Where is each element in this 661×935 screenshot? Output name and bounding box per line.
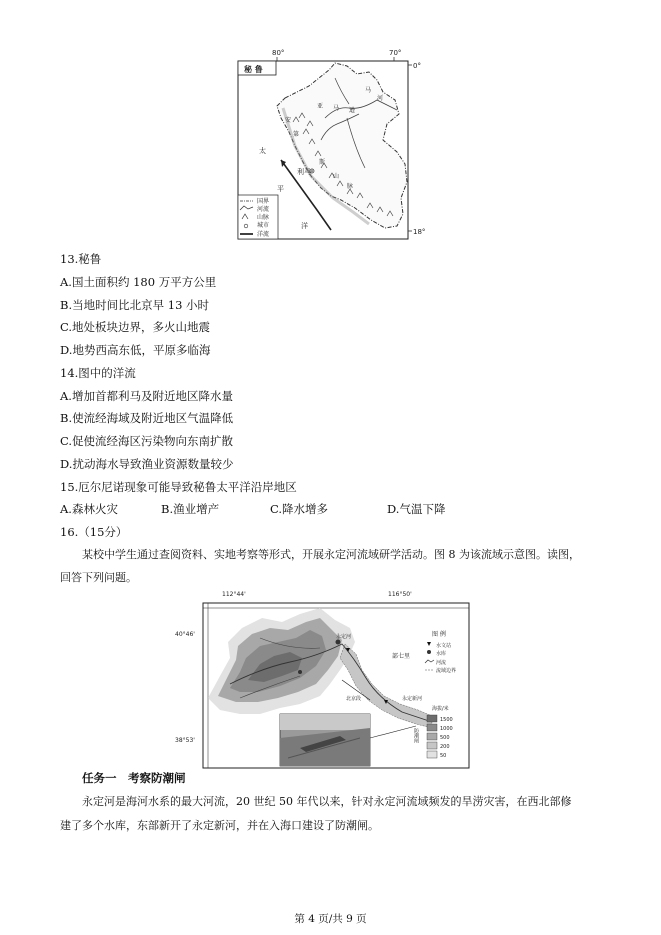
q16-intro-line1: 某校中学生通过查阅资料、实地考察等形式，开展永定河流域研学活动。图 8 为该流域示意图。读图， xyxy=(82,548,580,561)
q14-option-a[interactable]: A.增加首都利马及附近地区降水量 xyxy=(60,389,233,403)
legend-river: 河流 xyxy=(257,206,270,213)
legend-river: 河流 xyxy=(436,660,447,666)
q14-option-c[interactable]: C.促使流经海区污染物向东南扩散 xyxy=(60,434,234,448)
elevation-label: 500 xyxy=(440,735,450,741)
basin-new-river-label: 永定新河 xyxy=(402,696,423,702)
map-lon-left: 80° xyxy=(272,49,285,57)
q13-option-d[interactable]: D.地势西高东低，平原多临海 xyxy=(60,343,211,357)
q14-stem: 14.图中的洋流 xyxy=(60,366,136,380)
map-lon-right: 70° xyxy=(389,49,402,57)
legend-reservoir: 水库 xyxy=(436,651,447,657)
elevation-label: 200 xyxy=(440,744,450,750)
q16-stem: 16.（15分） xyxy=(60,525,128,539)
basin-river-label: 永定河 xyxy=(336,634,352,640)
elevation-label: 50 xyxy=(440,753,447,759)
mountain-char-3: 斯 xyxy=(319,159,326,166)
elevation-title: 海拔/米 xyxy=(432,706,449,712)
ocean-char-3: 洋 xyxy=(301,222,308,230)
q15-stem: 15.厄尔尼诺现象可能导致秘鲁太平洋沿岸地区 xyxy=(60,480,297,494)
basin-sluice-label: 防潮闸 xyxy=(413,728,419,743)
q16-intro-line2: 回答下列问题。 xyxy=(60,571,137,584)
page-footer: 第 4 页/共 9 页 xyxy=(294,913,367,925)
basin-legend-title: 图 例 xyxy=(432,631,446,638)
elevation-swatch xyxy=(427,715,437,722)
river-char-4: 马 xyxy=(333,105,340,112)
reservoir-icon xyxy=(298,670,302,674)
river-char-3: 亚 xyxy=(317,103,324,110)
basin-lon-right: 116°50' xyxy=(388,591,412,598)
q13-stem: 13.秘鲁 xyxy=(60,252,102,266)
ocean-char-1: 太 xyxy=(259,147,266,155)
peru-map-svg xyxy=(237,48,437,243)
q14-option-b[interactable]: B.使流经海域及附近地区气温降低 xyxy=(60,411,234,425)
legend-hydro-station: 水文站 xyxy=(436,643,452,649)
basin-lat-bottom: 38°53' xyxy=(175,737,195,744)
q15-option-d[interactable]: D.气温下降 xyxy=(387,502,446,516)
basin-map-svg xyxy=(170,588,490,773)
map-country-title: 秘 鲁 xyxy=(244,65,263,74)
city-label: 利马 xyxy=(297,168,311,176)
map-lat-bottom: 18° xyxy=(413,228,426,236)
elevation-label: 1000 xyxy=(440,726,453,732)
legend-border: 国界 xyxy=(257,198,270,205)
river-char-1: 马 xyxy=(365,87,372,94)
peru-map xyxy=(237,48,437,243)
q13-option-a[interactable]: A.国土面积约 180 万平方公里 xyxy=(60,275,217,289)
q13-option-b[interactable]: B.当地时间比北京早 13 小时 xyxy=(60,298,210,312)
legend-city: 城市 xyxy=(257,222,270,229)
task1-para-line2: 建了多个水库，东部新开了永定新河，并在入海口建设了防潮闸。 xyxy=(60,819,379,832)
basin-distance-label: 北京段 xyxy=(346,696,362,702)
elevation-swatch xyxy=(427,751,437,758)
mountain-char-5: 脉 xyxy=(347,183,354,190)
legend-current: 洋流 xyxy=(257,231,270,238)
sluice-photo xyxy=(280,714,370,766)
mountain-char-4: 山 xyxy=(333,173,340,180)
basin-region-label: 部七里 xyxy=(392,653,411,660)
elevation-swatch xyxy=(427,724,437,731)
reservoir-icon xyxy=(336,640,341,645)
peru-legend xyxy=(238,195,278,239)
basin-map xyxy=(170,588,490,773)
task1-para-line1: 永定河是海河水系的最大河流，20 世纪 50 年代以来，针对永定河流域频发的旱涝灾害，在西北部修 xyxy=(82,795,572,808)
q15-option-b[interactable]: B.渔业增产 xyxy=(161,502,220,516)
elevation-swatch xyxy=(427,742,437,749)
legend-basin-border: 流域边界 xyxy=(436,668,457,674)
q14-option-d[interactable]: D.扰动海水导致渔业资源数量较少 xyxy=(60,457,234,471)
elevation-label: 1500 xyxy=(440,717,453,723)
mountain-char-1: 安 xyxy=(285,117,292,124)
elevation-swatch xyxy=(427,733,437,740)
basin-lat-top: 40°46' xyxy=(175,631,195,638)
mountain-char-2: 第 xyxy=(293,131,300,138)
task1-title: 任务一 考察防潮闸 xyxy=(82,771,186,785)
q13-option-c[interactable]: C.地处板块边界，多火山地震 xyxy=(60,320,211,334)
river-char-2: 河 xyxy=(377,95,384,102)
q15-option-a[interactable]: A.森林火灾 xyxy=(60,502,118,516)
q15-option-c[interactable]: C.降水增多 xyxy=(270,502,329,516)
legend-mountain: 山脉 xyxy=(257,214,270,221)
river-char-5: 逊 xyxy=(349,107,356,114)
reservoir-legend-icon xyxy=(427,650,431,654)
map-lat-top: 0° xyxy=(413,62,421,70)
ocean-char-2: 平 xyxy=(277,185,284,193)
basin-lon-left: 112°44' xyxy=(222,591,246,598)
